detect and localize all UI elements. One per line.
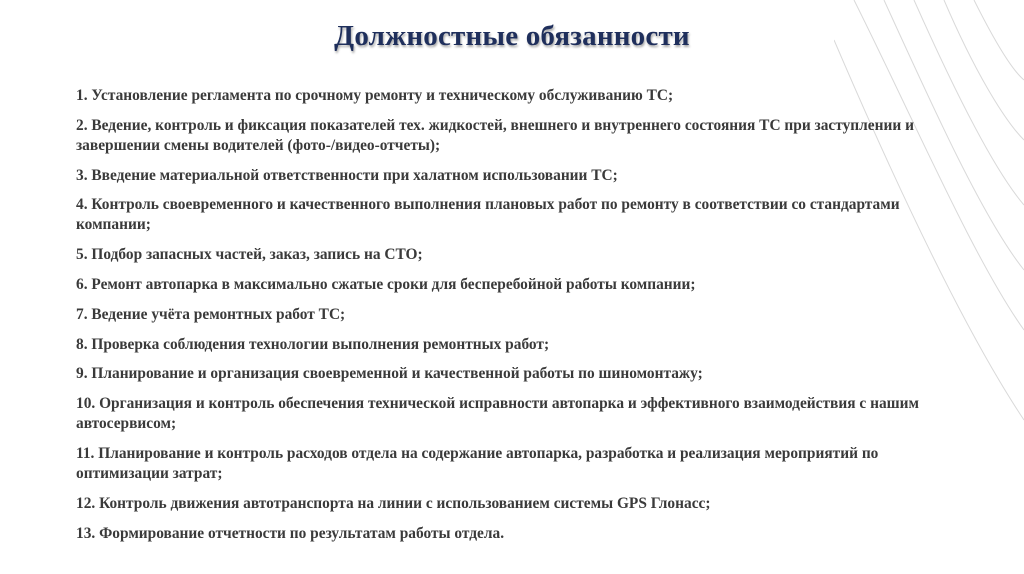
list-item: 8. Проверка соблюдения технологии выполнения ремонтных работ; xyxy=(76,335,550,353)
list-item: 7. Ведение учёта ремонтных работ ТС; xyxy=(76,305,346,323)
list-item: 6. Ремонт автопарка в максимально сжатые сроки для бесперебойной работы компании; xyxy=(76,275,696,293)
list-item: 10. Организация и контроль обеспечения технической исправности автопарка и эффективного взаимодействия с нашим автосервисом; xyxy=(76,395,919,433)
list-item: 5. Подбор запасных частей, заказ, запись на СТО; xyxy=(76,246,423,264)
list-item: 9. Планирование и организация своевременной и качественной работы по шиномонтажу; xyxy=(76,365,703,383)
page-title: Должностные обязанности xyxy=(334,20,690,52)
list-item: 3. Введение материальной ответственности при халатном использовании ТС; xyxy=(76,166,618,184)
list-item: 2. Ведение, контроль и фиксация показателей тех. жидкостей, внешнего и внутреннего состояния ТС при заступлении и завершении смены водителей (фото-/видео-отчеты); xyxy=(76,116,914,154)
list-item: 1. Установление регламента по срочному ремонту и техническому обслуживанию ТС; xyxy=(76,87,674,104)
duties-list xyxy=(76,86,956,553)
list-item: 12. Контроль движения автотранспорта на линии с использованием системы GPS Глонасс; xyxy=(76,494,711,512)
list-item: 11. Планирование и контроль расходов отдела на содержание автопарка, разработка и реализация мероприятий по оптимизации затрат; xyxy=(76,444,879,482)
list-item: 4. Контроль своевременного и качественного выполнения плановых работ по ремонту в соответствии со стандартами компании; xyxy=(76,196,900,234)
list-item: 13. Формирование отчетности по результатам работы отдела. xyxy=(76,524,505,542)
